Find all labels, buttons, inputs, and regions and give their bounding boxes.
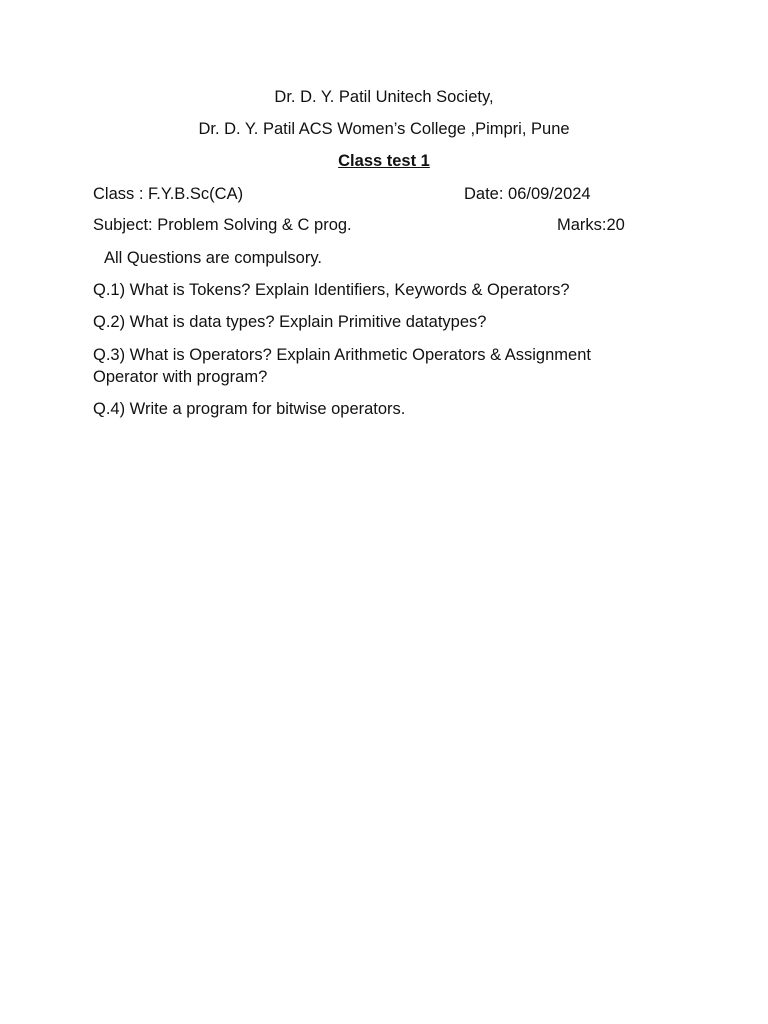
marks-label: Marks:20 <box>557 216 625 234</box>
question-1: Q.1) What is Tokens? Explain Identifiers, Keywords & Operators? <box>93 281 570 299</box>
instruction-text: All Questions are compulsory. <box>104 249 322 267</box>
subject-label: Subject: Problem Solving & C prog. <box>93 216 352 234</box>
date-label: Date: 06/09/2024 <box>464 185 591 203</box>
college-name: Dr. D. Y. Patil ACS Women’s College ,Pimpri, Pune <box>198 120 570 138</box>
question-2: Q.2) What is data types? Explain Primitive datatypes? <box>93 313 487 331</box>
question-3: Q.3) What is Operators? Explain Arithmetic Operators & Assignment Operator with program? <box>93 346 591 386</box>
society-name: Dr. D. Y. Patil Unitech Society, <box>274 88 494 106</box>
question-4: Q.4) Write a program for bitwise operators. <box>93 400 406 418</box>
class-label: Class : F.Y.B.Sc(CA) <box>93 185 244 203</box>
test-title: Class test 1 <box>338 152 430 170</box>
